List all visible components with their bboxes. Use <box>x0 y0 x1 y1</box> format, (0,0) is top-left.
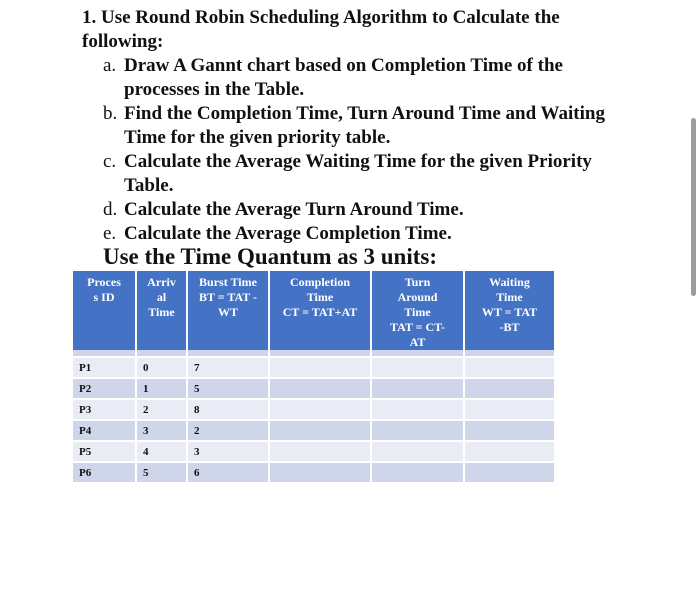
cell-completion <box>269 441 371 462</box>
cell-burst: 3 <box>187 441 269 462</box>
header-turnaround-time <box>371 271 464 350</box>
sub-question-letter: a. <box>103 55 117 76</box>
cell-pid: P2 <box>73 378 136 399</box>
cell-burst: 8 <box>187 399 269 420</box>
table-header-row <box>73 271 554 350</box>
cell-burst: 6 <box>187 462 269 482</box>
header-line: al <box>156 290 167 304</box>
cell-turnaround <box>371 462 464 482</box>
table-row <box>73 399 554 420</box>
sub-question-a <box>103 54 623 102</box>
cell-pid: P5 <box>73 441 136 462</box>
round-robin-table <box>73 271 554 482</box>
cell-completion <box>269 399 371 420</box>
sub-question-letter: c. <box>103 151 117 172</box>
cell-turnaround <box>371 378 464 399</box>
time-quantum-note: Use the Time Quantum as 3 units: <box>103 244 437 269</box>
header-line: Arriv <box>147 275 176 289</box>
sub-question-b <box>103 102 623 150</box>
header-arrival-time <box>136 271 187 350</box>
cell-waiting <box>464 462 554 482</box>
cell-completion <box>269 378 371 399</box>
sub-question-e <box>103 222 623 246</box>
cell-waiting <box>464 357 554 378</box>
header-line: Time <box>306 290 334 304</box>
sub-question-letter: b. <box>103 103 118 124</box>
table-spacer-row <box>73 350 554 357</box>
table-row <box>73 378 554 399</box>
header-line: Waiting <box>489 275 530 289</box>
table-row <box>73 441 554 462</box>
header-waiting-time <box>464 271 554 350</box>
cell-waiting <box>464 420 554 441</box>
header-line: Completion <box>290 275 350 289</box>
cell-pid: P3 <box>73 399 136 420</box>
vertical-scrollbar[interactable] <box>691 118 696 296</box>
sub-question-text: Find the Completion Time, Turn Around Time and Waiting Time for the given priority table. <box>124 103 605 148</box>
cell-arrival: 0 <box>136 357 187 378</box>
header-line: WT = TAT <box>481 305 538 319</box>
header-line: Turn <box>404 275 431 289</box>
header-line: AT <box>409 335 426 349</box>
cell-arrival: 5 <box>136 462 187 482</box>
sub-question-c <box>103 150 623 198</box>
header-line: BT = TAT - <box>198 290 258 304</box>
cell-burst: 5 <box>187 378 269 399</box>
sub-question-letter: d. <box>103 199 118 220</box>
header-line: Proces <box>87 275 121 289</box>
cell-arrival: 2 <box>136 399 187 420</box>
cell-pid: P1 <box>73 357 136 378</box>
sub-question-d <box>103 198 623 222</box>
sub-question-text: Calculate the Average Turn Around Time. <box>124 199 464 220</box>
header-line: CT = TAT+AT <box>282 305 358 319</box>
cell-arrival: 1 <box>136 378 187 399</box>
cell-burst: 2 <box>187 420 269 441</box>
cell-burst: 7 <box>187 357 269 378</box>
cell-turnaround <box>371 420 464 441</box>
cell-pid: P6 <box>73 462 136 482</box>
header-line: WT <box>217 305 238 319</box>
cell-completion <box>269 462 371 482</box>
cell-waiting <box>464 378 554 399</box>
header-line: Time <box>148 305 175 319</box>
header-line: Time <box>496 290 523 304</box>
header-line: Burst Time <box>199 275 257 289</box>
header-line: s ID <box>93 290 115 304</box>
sub-questions <box>103 54 623 246</box>
cell-waiting <box>464 441 554 462</box>
cell-arrival: 4 <box>136 441 187 462</box>
table-row <box>73 420 554 441</box>
header-line: -BT <box>499 320 520 334</box>
header-process-id <box>73 271 136 350</box>
sub-question-text: Calculate the Average Waiting Time for the given Priority Table. <box>124 151 592 196</box>
table-row <box>73 357 554 378</box>
question-title: 1. Use Round Robin Scheduling Algorithm to Calculate the following: <box>82 7 560 52</box>
sub-question-letter: e. <box>103 223 117 244</box>
sub-question-text: Calculate the Average Completion Time. <box>124 223 452 244</box>
sub-question-text: Draw A Gannt chart based on Completion Time of the processes in the Table. <box>124 55 563 100</box>
cell-pid: P4 <box>73 420 136 441</box>
cell-completion <box>269 420 371 441</box>
header-burst-time <box>187 271 269 350</box>
cell-turnaround <box>371 357 464 378</box>
header-line: Time <box>404 305 431 319</box>
cell-waiting <box>464 399 554 420</box>
cell-turnaround <box>371 399 464 420</box>
cell-turnaround <box>371 441 464 462</box>
header-line: Around <box>397 290 438 304</box>
header-line: TAT = CT- <box>389 320 446 334</box>
cell-arrival: 3 <box>136 420 187 441</box>
header-completion-time <box>269 271 371 350</box>
table-row <box>73 462 554 482</box>
cell-completion <box>269 357 371 378</box>
